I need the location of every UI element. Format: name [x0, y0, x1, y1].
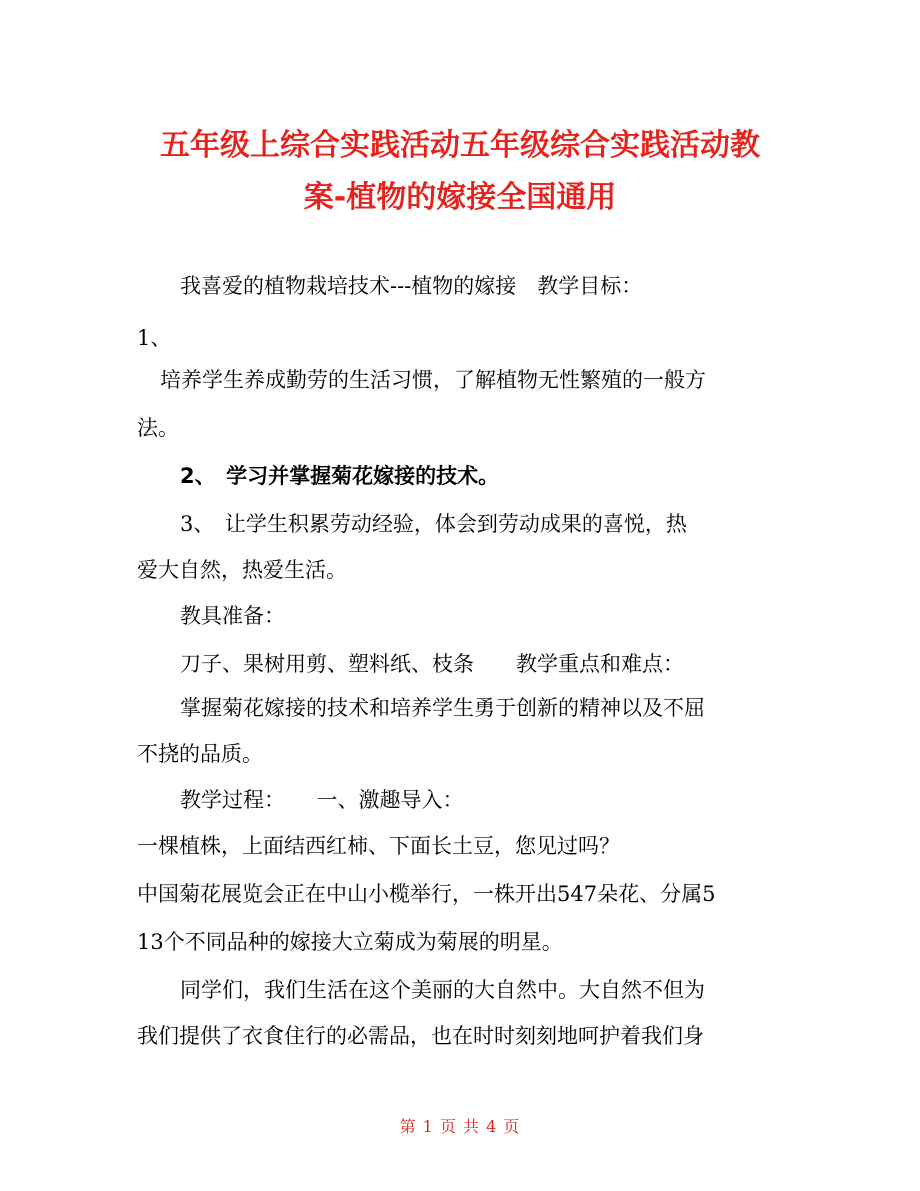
paragraph-line: 我们提供了衣食住行的必需品，也在时时刻刻地呵护着我们身 — [137, 1024, 704, 1048]
paragraph-line: 培养学生养成勤劳的生活习惯，了解植物无性繁殖的一般方 — [160, 368, 706, 392]
paragraph-line: 3、 让学生积累劳动经验，体会到劳动成果的喜悦，热 — [180, 512, 687, 536]
paragraph-line: 中国菊花展览会正在中山小榄举行，一株开出547朵花、分属5 — [137, 882, 716, 906]
paragraph-line: 爱大自然，热爱生活。 — [137, 558, 347, 582]
paragraph-line: 教学过程： 一、激趣导入： — [180, 788, 464, 812]
paragraph-line: 我喜爱的植物栽培技术---植物的嫁接 教学目标： — [180, 274, 643, 298]
paragraph-line: 2、 学习并掌握菊花嫁接的技术。 — [180, 464, 500, 488]
document-title-line-2: 案-植物的嫁接全国通用 — [303, 180, 617, 215]
page-number-footer: 第 1 页 共 4 页 — [399, 1117, 521, 1136]
paragraph-line: 不挠的品质。 — [137, 742, 263, 766]
paragraph-line: 13个不同品种的嫁接大立菊成为菊展的明星。 — [137, 930, 563, 954]
paragraph-line: 一棵植株，上面结西红柿、下面长土豆，您见过吗？ — [137, 834, 620, 858]
document-title-line-1: 五年级上综合实践活动五年级综合实践活动教 — [160, 128, 760, 163]
paragraph-line: 教具准备： — [180, 604, 285, 628]
paragraph-line: 刀子、果树用剪、塑料纸、枝条 教学重点和难点： — [180, 652, 684, 676]
paragraph-line: 1、 — [137, 326, 172, 350]
paragraph-line: 掌握菊花嫁接的技术和培养学生勇于创新的精神以及不屈 — [180, 696, 705, 720]
paragraph-line: 法。 — [137, 416, 179, 440]
paragraph-line: 同学们，我们生活在这个美丽的大自然中。大自然不但为 — [180, 978, 705, 1002]
